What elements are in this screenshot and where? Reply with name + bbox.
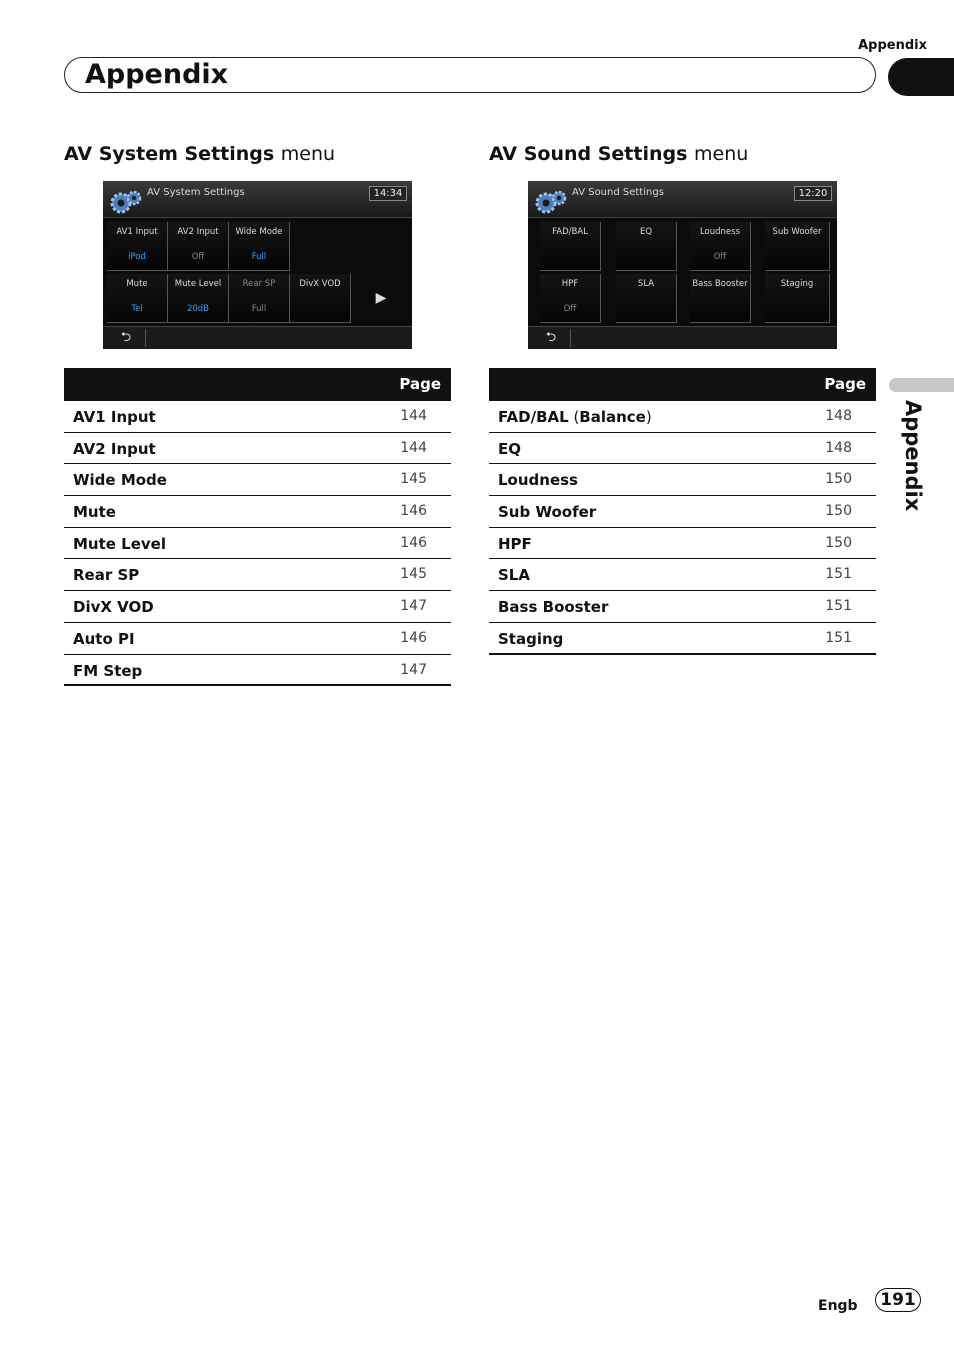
row-name: AV1 Input bbox=[73, 408, 156, 426]
av-system-table bbox=[64, 368, 451, 686]
table-row bbox=[64, 433, 451, 465]
side-tab-label bbox=[897, 400, 927, 520]
key-value: iPod bbox=[128, 252, 146, 262]
table-row bbox=[64, 496, 451, 528]
row-page: 146 bbox=[400, 534, 427, 551]
table-row bbox=[489, 591, 876, 623]
av-system-heading bbox=[64, 143, 335, 165]
row-page: 145 bbox=[400, 566, 427, 583]
row-page: 146 bbox=[400, 629, 427, 646]
footer-language: Engb bbox=[818, 1298, 858, 1314]
mute-key[interactable] bbox=[107, 274, 168, 323]
row-name: Rear SP bbox=[73, 566, 140, 585]
title-bar bbox=[64, 57, 876, 93]
screen-topbar bbox=[103, 181, 412, 218]
table-row bbox=[64, 401, 451, 433]
staging-key[interactable] bbox=[765, 274, 830, 323]
row-name: Auto PI bbox=[73, 629, 135, 648]
screen-title: AV System Settings bbox=[147, 187, 245, 198]
row-name: Mute Level bbox=[73, 534, 166, 553]
play-arrow-icon[interactable]: ▶ bbox=[375, 290, 387, 306]
av-sound-heading-suffix: menu bbox=[694, 143, 749, 165]
row-page: 148 bbox=[825, 408, 852, 424]
back-icon[interactable]: ⮌ bbox=[532, 329, 571, 347]
table-row bbox=[64, 623, 451, 655]
eq-key[interactable] bbox=[616, 222, 677, 271]
key-label: AV1 Input bbox=[116, 227, 158, 237]
screen-bottombar bbox=[103, 326, 412, 349]
table-row bbox=[489, 464, 876, 496]
row-page: 145 bbox=[400, 471, 427, 488]
key-label: Wide Mode bbox=[235, 227, 283, 237]
row-page: 147 bbox=[400, 661, 427, 678]
av-system-heading-text: AV System Settings bbox=[64, 143, 281, 165]
table-row bbox=[489, 623, 876, 655]
hpf-key[interactable] bbox=[540, 274, 601, 323]
table-row bbox=[489, 528, 876, 560]
row-name-extra: Balance bbox=[579, 408, 646, 426]
rear-sp-key[interactable] bbox=[229, 274, 290, 323]
row-page: 151 bbox=[825, 629, 852, 646]
key-label: AV2 Input bbox=[177, 227, 219, 237]
key-value: Tel bbox=[131, 304, 143, 314]
row-name-paren-close: ) bbox=[645, 408, 652, 426]
gear-icon bbox=[109, 186, 143, 216]
row-page: 146 bbox=[400, 503, 427, 520]
key-label: Sub Woofer bbox=[772, 227, 822, 237]
row-page: 144 bbox=[400, 439, 427, 456]
row-page: 151 bbox=[825, 566, 852, 583]
page-title: Appendix bbox=[85, 59, 229, 90]
row-name: Loudness bbox=[498, 471, 578, 490]
row-page: 150 bbox=[825, 471, 852, 488]
key-label: Bass Booster bbox=[692, 279, 748, 289]
table-row bbox=[64, 464, 451, 496]
table-row bbox=[489, 401, 876, 433]
screen-clock: 12:20 bbox=[794, 186, 832, 201]
av-sound-screenshot bbox=[528, 181, 837, 349]
av-system-screenshot bbox=[103, 181, 412, 349]
section-tab-marker bbox=[888, 58, 954, 96]
key-value: Off bbox=[563, 304, 577, 314]
av-sound-heading bbox=[489, 143, 748, 165]
key-label: DivX VOD bbox=[299, 279, 341, 289]
key-label: FAD/BAL bbox=[552, 227, 588, 237]
screen-clock: 14:34 bbox=[369, 186, 407, 201]
av2-input-key[interactable] bbox=[168, 222, 229, 271]
av-sound-table bbox=[489, 368, 876, 655]
back-icon[interactable]: ⮌ bbox=[107, 329, 146, 347]
table-row bbox=[489, 433, 876, 465]
divx-vod-key[interactable] bbox=[290, 274, 351, 323]
key-value: 20dB bbox=[186, 304, 210, 314]
row-name-paren-open: ( bbox=[568, 408, 580, 426]
row-page: 151 bbox=[825, 598, 852, 615]
bass-booster-key[interactable] bbox=[690, 274, 751, 323]
table-row bbox=[64, 655, 451, 687]
table-row bbox=[489, 559, 876, 591]
av-sound-heading-text: AV Sound Settings bbox=[489, 143, 695, 165]
side-tab-marker bbox=[889, 378, 954, 392]
key-label: Staging bbox=[780, 279, 814, 289]
av1-input-key[interactable] bbox=[107, 222, 168, 271]
key-label: SLA bbox=[637, 279, 655, 289]
key-value: Off bbox=[713, 252, 727, 262]
page-number: 191 bbox=[875, 1288, 921, 1312]
key-label: HPF bbox=[561, 279, 579, 289]
sub-woofer-key[interactable] bbox=[765, 222, 830, 271]
screen-bottombar bbox=[528, 326, 837, 349]
table-row bbox=[64, 559, 451, 591]
loudness-key[interactable] bbox=[690, 222, 751, 271]
row-name: EQ bbox=[498, 439, 521, 458]
av-system-heading-suffix: menu bbox=[280, 143, 336, 165]
fad-bal-key[interactable] bbox=[540, 222, 601, 271]
key-label: Mute bbox=[126, 279, 148, 289]
row-name: Staging bbox=[498, 629, 564, 648]
side-tab-text: Appendix bbox=[901, 400, 925, 512]
row-name: Mute bbox=[73, 503, 116, 522]
key-label: Rear SP bbox=[242, 279, 276, 289]
row-name: DivX VOD bbox=[73, 598, 154, 617]
row-name: HPF bbox=[498, 534, 532, 553]
row-name: Wide Mode bbox=[73, 471, 167, 490]
table-header: Page bbox=[489, 368, 876, 401]
sla-key[interactable] bbox=[616, 274, 677, 323]
key-value: Off bbox=[191, 252, 205, 262]
key-label: EQ bbox=[639, 227, 653, 237]
screen-title: AV Sound Settings bbox=[572, 187, 664, 198]
row-page: 144 bbox=[400, 408, 427, 424]
table-row bbox=[489, 496, 876, 528]
row-name: SLA bbox=[498, 566, 530, 585]
screen-topbar bbox=[528, 181, 837, 218]
key-label: Loudness bbox=[699, 227, 741, 237]
row-name: FM Step bbox=[73, 661, 143, 680]
gear-icon bbox=[534, 186, 568, 216]
row-page: 148 bbox=[825, 439, 852, 456]
wide-mode-key[interactable] bbox=[229, 222, 290, 271]
table-row bbox=[64, 591, 451, 623]
row-page: 150 bbox=[825, 503, 852, 520]
table-header: Page bbox=[64, 368, 451, 401]
row-name: AV2 Input bbox=[73, 439, 156, 458]
row-page: 147 bbox=[400, 598, 427, 615]
running-header: Appendix bbox=[858, 38, 927, 53]
row-name: Bass Booster bbox=[498, 598, 609, 617]
row-page: 150 bbox=[825, 534, 852, 551]
key-value: Full bbox=[251, 252, 267, 262]
row-name bbox=[498, 408, 652, 426]
table-row bbox=[64, 528, 451, 560]
row-name: Sub Woofer bbox=[498, 503, 597, 522]
key-label: Mute Level bbox=[174, 279, 222, 289]
mute-level-key[interactable] bbox=[168, 274, 229, 323]
row-name-main: FAD/BAL bbox=[498, 408, 569, 426]
key-value: Full bbox=[251, 304, 267, 314]
